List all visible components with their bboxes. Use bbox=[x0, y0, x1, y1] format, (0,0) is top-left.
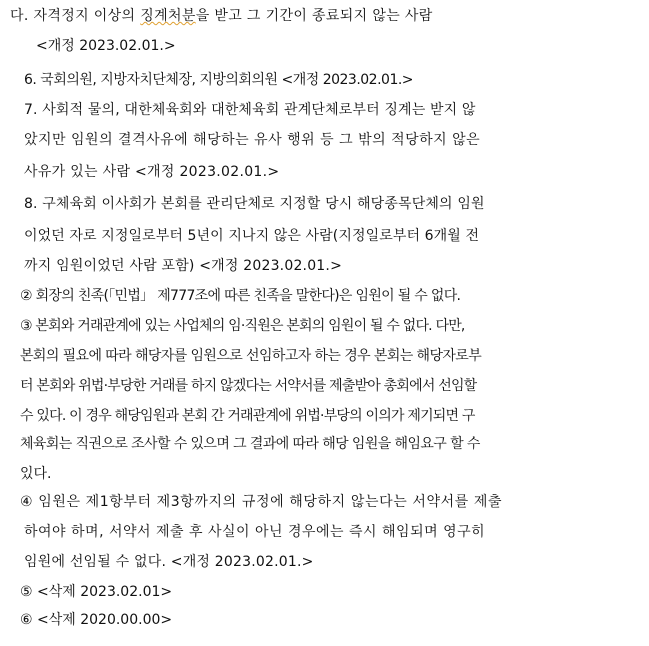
text-line bbox=[20, 464, 52, 484]
text-segment: 까지 임원이었던 사람 포함) <개정 2023.02.01.> bbox=[24, 258, 342, 274]
text-line bbox=[20, 610, 172, 630]
text-segment: 7. 사회적 물의, 대한체육회와 대한체육회 관계단체로부터 징계는 받지 않 bbox=[24, 102, 476, 118]
text-segment: 6. 국회의원, 지방자치단체장, 지방의회의원 <개정 2023.02.01.> bbox=[24, 72, 414, 88]
text-segment: <개정 2023.02.01.> bbox=[36, 38, 176, 54]
text-segment: 다. 자격정지 이상의 bbox=[10, 8, 141, 24]
text-line bbox=[20, 376, 476, 396]
text-segment: 8. 구체육회 이사회가 본회를 관리단체로 지정할 당시 해당종목단체의 임원 bbox=[24, 196, 485, 212]
text-line bbox=[20, 286, 460, 306]
text-line bbox=[20, 582, 172, 602]
text-line bbox=[20, 434, 480, 454]
text-segment: 하여야 하며, 서약서 제출 후 사실이 아닌 경우에는 즉시 해임되며 영구히 bbox=[24, 524, 486, 540]
text-segment: 체육회는 직권으로 조사할 수 있으며 그 결과에 따라 해당 임원을 해임요구 할 수 bbox=[20, 436, 480, 452]
text-line bbox=[24, 100, 476, 120]
text-line bbox=[24, 256, 342, 276]
text-line bbox=[24, 70, 413, 90]
text-line bbox=[24, 130, 480, 150]
text-segment: ⑥ <삭제 2020.00.00> bbox=[20, 612, 173, 628]
spellcheck-flagged-word: 징계처분 bbox=[140, 8, 196, 24]
text-segment: 이었던 자로 지정일로부터 5년이 지나지 않은 사람(지정일로부터 6개월 전 bbox=[24, 228, 480, 244]
text-line bbox=[36, 36, 176, 56]
text-segment: 사유가 있는 사람 <개정 2023.02.01.> bbox=[24, 164, 280, 180]
text-line bbox=[24, 194, 485, 214]
text-line bbox=[20, 346, 481, 366]
text-segment: 터 본회와 위법·부당한 거래를 하지 않겠다는 서약서를 제출받아 총회에서 선임할 bbox=[20, 378, 477, 394]
text-segment: 았지만 임원의 결격사유에 해당하는 유사 행위 등 그 밖의 적당하지 않은 bbox=[24, 132, 481, 148]
text-segment: 있다. bbox=[20, 466, 52, 482]
text-line bbox=[24, 522, 485, 542]
text-line bbox=[20, 316, 465, 336]
text-segment: 본회의 필요에 따라 해당자를 임원으로 선임하고자 하는 경우 본회는 해당자로부 bbox=[20, 348, 482, 364]
text-segment: 수 있다. 이 경우 해당임원과 본회 간 거래관계에 위법·부당의 이의가 제기되면 구 bbox=[20, 408, 475, 424]
text-line bbox=[24, 226, 479, 246]
text-segment: ④ 임원은 제1항부터 제3항까지의 규정에 해당하지 않는다는 서약서를 제출 bbox=[20, 494, 503, 510]
text-segment: ③ 본회와 거래관계에 있는 사업체의 임·직원은 본회의 임원이 될 수 없다. 다만, bbox=[20, 318, 465, 334]
text-segment: ② 회장의 친족(「민법」 제777조에 따른 친족을 말한다)은 임원이 될 수 없다. bbox=[20, 288, 461, 304]
text-line bbox=[24, 552, 314, 572]
text-line bbox=[20, 406, 475, 426]
text-line bbox=[20, 492, 502, 512]
text-segment: ⑤ <삭제 2023.02.01> bbox=[20, 584, 173, 600]
text-segment: 임원에 선임될 수 없다. <개정 2023.02.01.> bbox=[24, 554, 314, 570]
text-line bbox=[24, 162, 279, 182]
text-line bbox=[10, 6, 575, 26]
text-segment: 을 받고 그 기간이 종료되지 않는 사람 bbox=[195, 8, 433, 24]
